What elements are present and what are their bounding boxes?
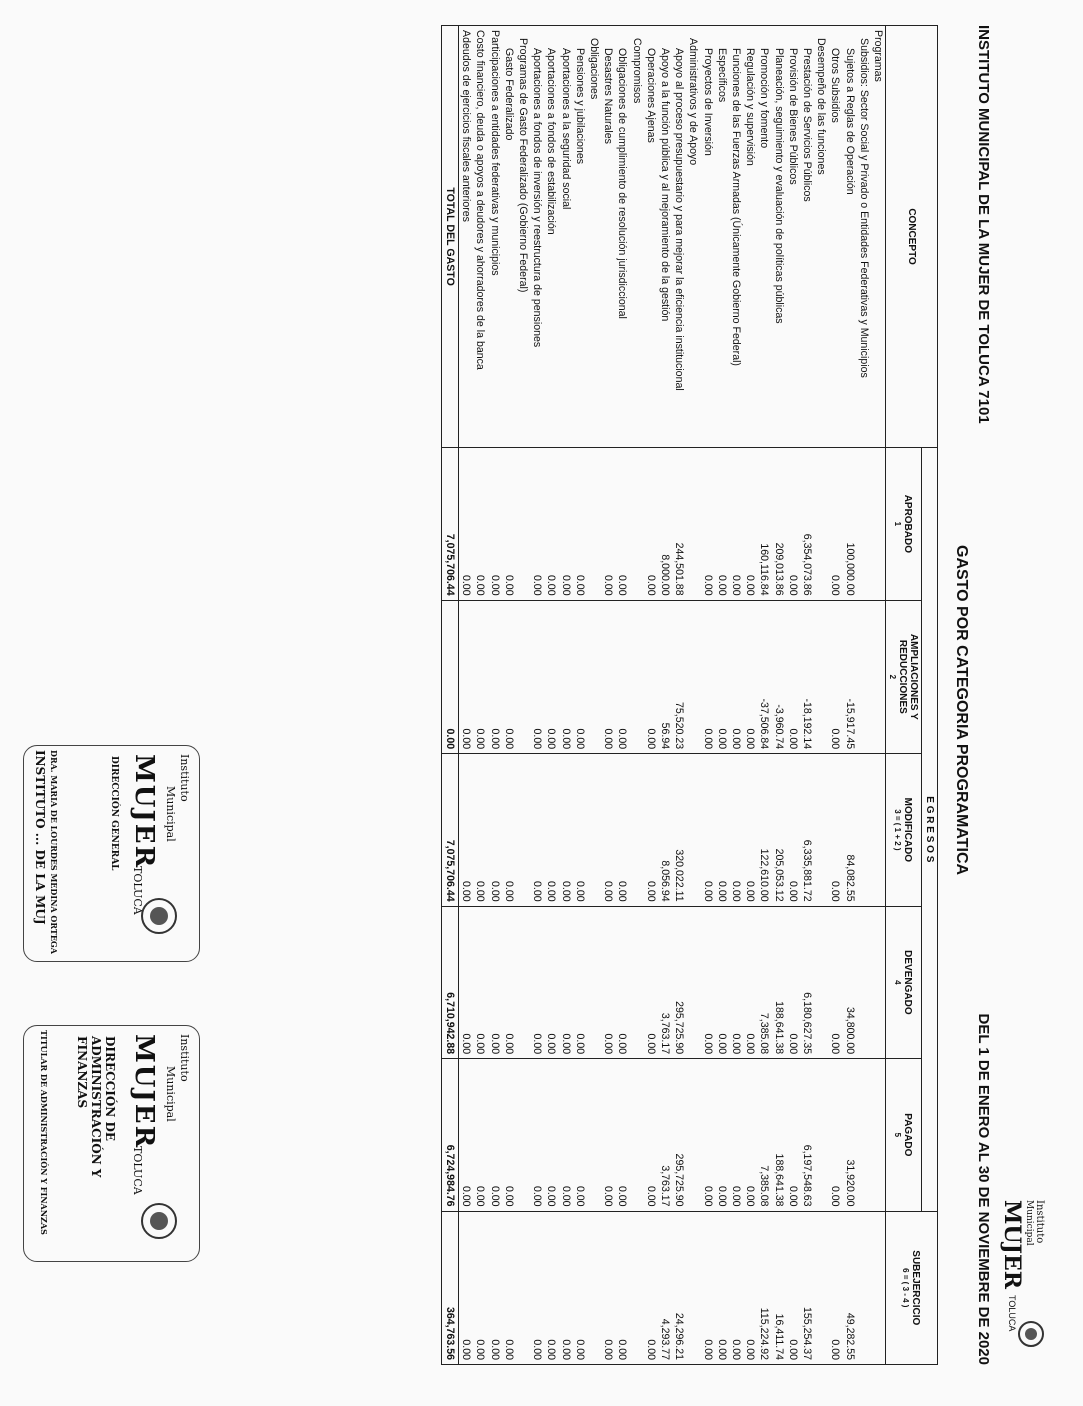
amount-cell: 6,335,881.72 bbox=[800, 754, 814, 907]
amount-cell: 24,296.21 bbox=[672, 1211, 686, 1364]
amount-cell: 244,501.88 bbox=[672, 448, 686, 600]
amount-cell bbox=[516, 1211, 530, 1364]
concept-cell: Aportaciones a la seguridad social bbox=[558, 26, 572, 448]
seal-icon bbox=[1017, 1320, 1045, 1348]
concept-cell: Apoyo al proceso presupuestario y para mejorar la eficiencia institucional bbox=[672, 26, 686, 448]
amount-cell: 0.00 bbox=[558, 1059, 572, 1211]
amount-cell: 0.00 bbox=[573, 600, 587, 754]
amount-cell: 0.00 bbox=[502, 600, 516, 754]
concept-cell: Operaciones Ajenas bbox=[644, 26, 658, 448]
report-title: GASTO POR CATEGORIA PROGRAMATICA bbox=[953, 545, 970, 876]
concept-cell: Sujetos a Reglas de Operación bbox=[842, 26, 856, 448]
amount-cell: 0.00 bbox=[601, 754, 615, 907]
amount-cell: 209,013.86 bbox=[771, 448, 785, 600]
amount-cell: 75,520.23 bbox=[672, 600, 686, 754]
amount-cell: 0.00 bbox=[473, 1059, 487, 1211]
amount-cell: 8,056.94 bbox=[658, 754, 672, 907]
amount-cell: 16,411.74 bbox=[771, 1211, 785, 1364]
seal-icon bbox=[139, 1201, 179, 1241]
amount-cell: 0.00 bbox=[558, 906, 572, 1059]
amount-cell: 0.00 bbox=[558, 600, 572, 754]
amount-cell bbox=[871, 448, 886, 600]
amount-cell: 0.00 bbox=[573, 906, 587, 1059]
table-row bbox=[672, 26, 686, 1365]
amount-cell: -15,917.45 bbox=[842, 600, 856, 754]
amount-cell bbox=[629, 1059, 643, 1211]
amount-cell: 0.00 bbox=[473, 600, 487, 754]
amount-cell: 188,641.38 bbox=[771, 906, 785, 1059]
amount-cell bbox=[857, 600, 871, 754]
amount-cell: 122,610.00 bbox=[757, 754, 771, 907]
amount-cell bbox=[814, 906, 828, 1059]
amount-cell: 0.00 bbox=[743, 448, 757, 600]
amount-cell: 0.00 bbox=[715, 1211, 729, 1364]
amount-cell: 0.00 bbox=[786, 1211, 800, 1364]
amount-cell bbox=[587, 754, 601, 907]
amount-cell: 0.00 bbox=[487, 754, 501, 907]
under-header: SUBEJERCICIO 6 = ( 3 - 4 ) bbox=[886, 1211, 938, 1364]
amount-cell: 0.00 bbox=[700, 448, 714, 600]
amount-cell: 0.00 bbox=[828, 600, 842, 754]
concept-cell: Pensiones y jubilaciones bbox=[573, 26, 587, 448]
amount-cell bbox=[857, 1059, 871, 1211]
table-row bbox=[757, 26, 771, 1365]
amount-cell bbox=[587, 906, 601, 1059]
amount-cell: 0.00 bbox=[786, 448, 800, 600]
amount-cell bbox=[686, 600, 700, 754]
amount-cell bbox=[871, 600, 886, 754]
institute-logo: Instituto Municipal MUJER TOLUCA bbox=[990, 1200, 1045, 1350]
amount-cell: 0.00 bbox=[828, 1059, 842, 1211]
amount-cell: 0.00 bbox=[502, 448, 516, 600]
amount-cell: 0.00 bbox=[644, 1211, 658, 1364]
amount-cell: 0.00 bbox=[700, 906, 714, 1059]
amount-cell: 0.00 bbox=[502, 906, 516, 1059]
total-under: 364,763.56 bbox=[441, 1211, 458, 1364]
amount-cell: 0.00 bbox=[615, 906, 629, 1059]
table-row bbox=[743, 26, 757, 1365]
amount-cell bbox=[686, 754, 700, 907]
concept-cell: Participaciones a entidades federativas y municipios bbox=[487, 26, 501, 448]
amount-cell: 84,082.55 bbox=[842, 754, 856, 907]
amount-cell: 0.00 bbox=[715, 448, 729, 600]
amount-cell bbox=[587, 448, 601, 600]
amount-cell: 0.00 bbox=[644, 600, 658, 754]
amount-cell: 0.00 bbox=[502, 1059, 516, 1211]
amount-cell: 0.00 bbox=[615, 600, 629, 754]
amount-cell: 115,224.92 bbox=[757, 1211, 771, 1364]
amount-cell bbox=[857, 1211, 871, 1364]
concept-cell: Prestación de Servicios Públicos bbox=[800, 26, 814, 448]
concept-cell: Compromisos bbox=[629, 26, 643, 448]
amount-cell: 0.00 bbox=[729, 754, 743, 907]
amount-cell: 0.00 bbox=[544, 1211, 558, 1364]
concept-cell: Funciones de las Fuerzas Armadas (Únicamente Gobierno Federal) bbox=[729, 26, 743, 448]
table-row bbox=[686, 26, 700, 1365]
table-row bbox=[615, 26, 629, 1365]
amount-cell: 0.00 bbox=[743, 754, 757, 907]
concept-cell: Específicos bbox=[715, 26, 729, 448]
amount-cell: 0.00 bbox=[700, 1211, 714, 1364]
amount-cell bbox=[686, 1211, 700, 1364]
amount-cell: 0.00 bbox=[786, 600, 800, 754]
amount-cell: 0.00 bbox=[729, 1211, 743, 1364]
amount-cell: 0.00 bbox=[502, 1211, 516, 1364]
table-row bbox=[516, 26, 530, 1365]
amount-cell: 0.00 bbox=[487, 1059, 501, 1211]
amount-cell bbox=[629, 754, 643, 907]
amount-cell: 0.00 bbox=[601, 1059, 615, 1211]
table-row bbox=[828, 26, 842, 1365]
amount-cell: 0.00 bbox=[458, 1059, 473, 1211]
amount-cell: 0.00 bbox=[544, 1059, 558, 1211]
amount-cell: 0.00 bbox=[715, 600, 729, 754]
amount-cell: -3,960.74 bbox=[771, 600, 785, 754]
amount-cell: 0.00 bbox=[615, 448, 629, 600]
amount-cell bbox=[871, 906, 886, 1059]
total-paid: 6,724,984.76 bbox=[441, 1059, 458, 1211]
table-row bbox=[544, 26, 558, 1365]
concept-cell: Administrativos y de Apoyo bbox=[686, 26, 700, 448]
amount-cell: 0.00 bbox=[828, 754, 842, 907]
amount-cell: 295,725.90 bbox=[672, 1059, 686, 1211]
amount-cell bbox=[516, 448, 530, 600]
table-row bbox=[871, 26, 886, 1365]
egresos-group-header: E G R E S O S bbox=[922, 448, 938, 1211]
table-row bbox=[502, 26, 516, 1365]
amount-cell bbox=[629, 906, 643, 1059]
amount-cell bbox=[871, 1059, 886, 1211]
amount-cell: 0.00 bbox=[700, 754, 714, 907]
concept-cell: Proyectos de Inversión bbox=[700, 26, 714, 448]
amount-cell bbox=[516, 754, 530, 907]
amount-cell bbox=[587, 600, 601, 754]
amount-cell bbox=[686, 448, 700, 600]
concept-cell: Programas de Gasto Federalizado (Gobierno Federal) bbox=[516, 26, 530, 448]
amount-cell: 0.00 bbox=[530, 1059, 544, 1211]
amount-cell bbox=[857, 754, 871, 907]
rotated-report-sheet bbox=[0, 25, 1045, 1365]
concept-cell: Promoción y fomento bbox=[757, 26, 771, 448]
institution-title: INSTITUTO MUNICIPAL DE LA MUJER DE TOLUCA 7101 bbox=[975, 25, 992, 424]
amount-cell bbox=[814, 448, 828, 600]
amount-cell: 0.00 bbox=[615, 754, 629, 907]
amount-cell bbox=[686, 906, 700, 1059]
amount-cell: 0.00 bbox=[715, 1059, 729, 1211]
total-modified: 7,075,706.44 bbox=[441, 754, 458, 907]
amount-cell bbox=[587, 1059, 601, 1211]
director-stamp: Instituto Municipal MUJER TOLUCA DIRECCIÓN GENERAL DRA. MARIA DE LOURDES MEDINA ORTEGA INSTITUTO ... DE LA MUJ bbox=[23, 745, 200, 962]
table-row bbox=[658, 26, 672, 1365]
concept-cell: Gasto Federalizado bbox=[502, 26, 516, 448]
amount-cell: 0.00 bbox=[615, 1059, 629, 1211]
table-row bbox=[786, 26, 800, 1365]
amount-cell: 0.00 bbox=[458, 906, 473, 1059]
amount-cell: 0.00 bbox=[502, 754, 516, 907]
table-row bbox=[644, 26, 658, 1365]
amount-cell: 0.00 bbox=[458, 1211, 473, 1364]
amount-cell: 205,053.12 bbox=[771, 754, 785, 907]
table-row bbox=[800, 26, 814, 1365]
amount-cell: 0.00 bbox=[458, 754, 473, 907]
finance-stamp: Instituto Municipal MUJER TOLUCA DIRECCIÓN DE ADMINISTRACIÓN Y FINANZAS TITULAR DE ADMINISTRACIÓN Y FINANZAS bbox=[23, 1025, 200, 1262]
amount-cell: 0.00 bbox=[700, 600, 714, 754]
amount-cell: 188,641.38 bbox=[771, 1059, 785, 1211]
amount-cell bbox=[629, 448, 643, 600]
amount-cell: 31,920.00 bbox=[842, 1059, 856, 1211]
amount-cell: 0.00 bbox=[644, 448, 658, 600]
amount-cell bbox=[516, 600, 530, 754]
approved-header: APROBADO 1 bbox=[886, 448, 922, 600]
amount-cell: 0.00 bbox=[558, 754, 572, 907]
amount-cell: 0.00 bbox=[729, 1059, 743, 1211]
amount-cell: 8,000.00 bbox=[658, 448, 672, 600]
amount-cell bbox=[871, 754, 886, 907]
amount-cell: 0.00 bbox=[729, 600, 743, 754]
amount-cell: 0.00 bbox=[530, 1211, 544, 1364]
amount-cell: 0.00 bbox=[487, 600, 501, 754]
table-row bbox=[601, 26, 615, 1365]
amount-cell: 7,385.08 bbox=[757, 906, 771, 1059]
amount-cell: 0.00 bbox=[558, 448, 572, 600]
amount-cell bbox=[814, 1211, 828, 1364]
amount-cell: 3,763.17 bbox=[658, 906, 672, 1059]
table-row bbox=[558, 26, 572, 1365]
amount-cell: 0.00 bbox=[601, 448, 615, 600]
amount-cell: 0.00 bbox=[715, 906, 729, 1059]
paid-header: PAGADO 5 bbox=[886, 1059, 922, 1211]
amount-cell: 7,385.08 bbox=[757, 1059, 771, 1211]
amount-cell: 0.00 bbox=[473, 906, 487, 1059]
programmatic-spending-table bbox=[441, 25, 938, 1365]
total-approved: 7,075,706.44 bbox=[441, 448, 458, 600]
amount-cell bbox=[871, 1211, 886, 1364]
amount-cell: 0.00 bbox=[530, 600, 544, 754]
amount-cell: 0.00 bbox=[786, 754, 800, 907]
table-row bbox=[857, 26, 871, 1365]
amount-cell: -18,192.14 bbox=[800, 600, 814, 754]
total-row bbox=[441, 26, 458, 1365]
table-body bbox=[458, 26, 885, 1365]
concept-cell: Desastres Naturales bbox=[601, 26, 615, 448]
amount-cell bbox=[587, 1211, 601, 1364]
amount-cell: 0.00 bbox=[743, 906, 757, 1059]
total-label: TOTAL DEL GASTO bbox=[441, 26, 458, 448]
amount-cell: 6,354,073.86 bbox=[800, 448, 814, 600]
amount-cell bbox=[516, 1059, 530, 1211]
amount-cell: 0.00 bbox=[458, 600, 473, 754]
accrued-header: DEVENGADO 4 bbox=[886, 906, 922, 1059]
amount-cell bbox=[857, 448, 871, 600]
amount-cell: 6,180,627.35 bbox=[800, 906, 814, 1059]
amount-cell: 0.00 bbox=[828, 906, 842, 1059]
amount-cell bbox=[814, 754, 828, 907]
report-period: DEL 1 DE ENERO AL 30 DE NOVIEMBRE DE 2020 bbox=[975, 1013, 992, 1365]
amount-cell: 0.00 bbox=[615, 1211, 629, 1364]
concept-cell: Obligaciones de cumplimiento de resolución jurisdiccional bbox=[615, 26, 629, 448]
amount-cell: 0.00 bbox=[487, 906, 501, 1059]
table-row bbox=[473, 26, 487, 1365]
seal-icon bbox=[139, 896, 179, 936]
concept-cell: Obligaciones bbox=[587, 26, 601, 448]
amount-cell: 0.00 bbox=[544, 448, 558, 600]
amplifications-header: AMPLIACIONES Y REDUCCIONES 2 bbox=[886, 600, 922, 754]
concept-cell: Provisión de Bienes Públicos bbox=[786, 26, 800, 448]
concept-cell: Adeudos de ejercicios fiscales anteriores bbox=[458, 26, 473, 448]
amount-cell: 0.00 bbox=[487, 448, 501, 600]
amount-cell: 0.00 bbox=[729, 448, 743, 600]
amount-cell: 0.00 bbox=[743, 1211, 757, 1364]
amount-cell: 0.00 bbox=[729, 906, 743, 1059]
table-row bbox=[715, 26, 729, 1365]
amount-cell: 160,116.84 bbox=[757, 448, 771, 600]
concept-cell: Subsidios: Sector Social y Privado o Entidades Federativas y Municipios bbox=[857, 26, 871, 448]
amount-cell: 0.00 bbox=[601, 1211, 615, 1364]
amount-cell bbox=[814, 600, 828, 754]
amount-cell: 0.00 bbox=[544, 600, 558, 754]
amount-cell: 56.94 bbox=[658, 600, 672, 754]
concept-cell: Programas bbox=[871, 26, 886, 448]
amount-cell: 0.00 bbox=[544, 906, 558, 1059]
amount-cell: 0.00 bbox=[601, 906, 615, 1059]
amount-cell: 320,022.11 bbox=[672, 754, 686, 907]
table-row bbox=[458, 26, 473, 1365]
concept-cell: Desempeño de las funciones bbox=[814, 26, 828, 448]
amount-cell: 0.00 bbox=[473, 1211, 487, 1364]
table-row bbox=[771, 26, 785, 1365]
concept-cell: Aportaciones a fondos de estabilización bbox=[544, 26, 558, 448]
table-row bbox=[587, 26, 601, 1365]
amount-cell: 0.00 bbox=[573, 754, 587, 907]
amount-cell bbox=[516, 906, 530, 1059]
concept-cell: Apoyo a la función pública y al mejoramiento de la gestión bbox=[658, 26, 672, 448]
amount-cell: 0.00 bbox=[573, 1211, 587, 1364]
amount-cell: 0.00 bbox=[601, 600, 615, 754]
amount-cell: 0.00 bbox=[473, 448, 487, 600]
amount-cell: 155,254.37 bbox=[800, 1211, 814, 1364]
amount-cell: 0.00 bbox=[473, 754, 487, 907]
amount-cell: 0.00 bbox=[530, 906, 544, 1059]
amount-cell: 49,282.55 bbox=[842, 1211, 856, 1364]
concept-cell: Planeación, seguimiento y evaluación de políticas públicas bbox=[771, 26, 785, 448]
amount-cell bbox=[814, 1059, 828, 1211]
amount-cell: 3,763.17 bbox=[658, 1059, 672, 1211]
amount-cell: 0.00 bbox=[573, 1059, 587, 1211]
total-amplifications: 0.00 bbox=[441, 600, 458, 754]
amount-cell: 0.00 bbox=[743, 600, 757, 754]
amount-cell: 295,725.90 bbox=[672, 906, 686, 1059]
table-row bbox=[842, 26, 856, 1365]
amount-cell: 34,800.00 bbox=[842, 906, 856, 1059]
amount-cell: 0.00 bbox=[786, 906, 800, 1059]
amount-cell: 0.00 bbox=[743, 1059, 757, 1211]
amount-cell: 0.00 bbox=[828, 1211, 842, 1364]
amount-cell: 0.00 bbox=[644, 754, 658, 907]
amount-cell bbox=[629, 600, 643, 754]
amount-cell: 0.00 bbox=[644, 906, 658, 1059]
amount-cell: 0.00 bbox=[828, 448, 842, 600]
amount-cell: 0.00 bbox=[700, 1059, 714, 1211]
amount-cell bbox=[857, 906, 871, 1059]
amount-cell: 0.00 bbox=[644, 1059, 658, 1211]
amount-cell: 0.00 bbox=[715, 754, 729, 907]
modified-header: MODIFICADO 3 = ( 1 + 2 ) bbox=[886, 754, 922, 907]
amount-cell bbox=[629, 1211, 643, 1364]
concept-cell: Aportaciones a fondos de inversión y reestructura de pensiones bbox=[530, 26, 544, 448]
amount-cell: 0.00 bbox=[544, 754, 558, 907]
concept-cell: Otros Subsidios bbox=[828, 26, 842, 448]
amount-cell bbox=[686, 1059, 700, 1211]
amount-cell: 100,000.00 bbox=[842, 448, 856, 600]
amount-cell: 0.00 bbox=[573, 448, 587, 600]
amount-cell: 6,197,548.63 bbox=[800, 1059, 814, 1211]
amount-cell: 0.00 bbox=[487, 1211, 501, 1364]
amount-cell: 0.00 bbox=[530, 754, 544, 907]
concept-cell: Costo financiero, deuda o apoyos a deudores y ahorradores de la banca bbox=[473, 26, 487, 448]
table-row bbox=[573, 26, 587, 1365]
amount-cell: 0.00 bbox=[558, 1211, 572, 1364]
amount-cell: 0.00 bbox=[458, 448, 473, 600]
concept-header: CONCEPTO bbox=[886, 26, 938, 448]
table-row bbox=[700, 26, 714, 1365]
table-row bbox=[814, 26, 828, 1365]
concept-cell: Regulación y supervisión bbox=[743, 26, 757, 448]
amount-cell: -37,506.84 bbox=[757, 600, 771, 754]
amount-cell: 0.00 bbox=[530, 448, 544, 600]
amount-cell: 4,293.77 bbox=[658, 1211, 672, 1364]
amount-cell: 0.00 bbox=[786, 1059, 800, 1211]
table-row bbox=[487, 26, 501, 1365]
table-row bbox=[729, 26, 743, 1365]
total-accrued: 6,710,942.88 bbox=[441, 906, 458, 1059]
table-row bbox=[530, 26, 544, 1365]
table-row bbox=[629, 26, 643, 1365]
